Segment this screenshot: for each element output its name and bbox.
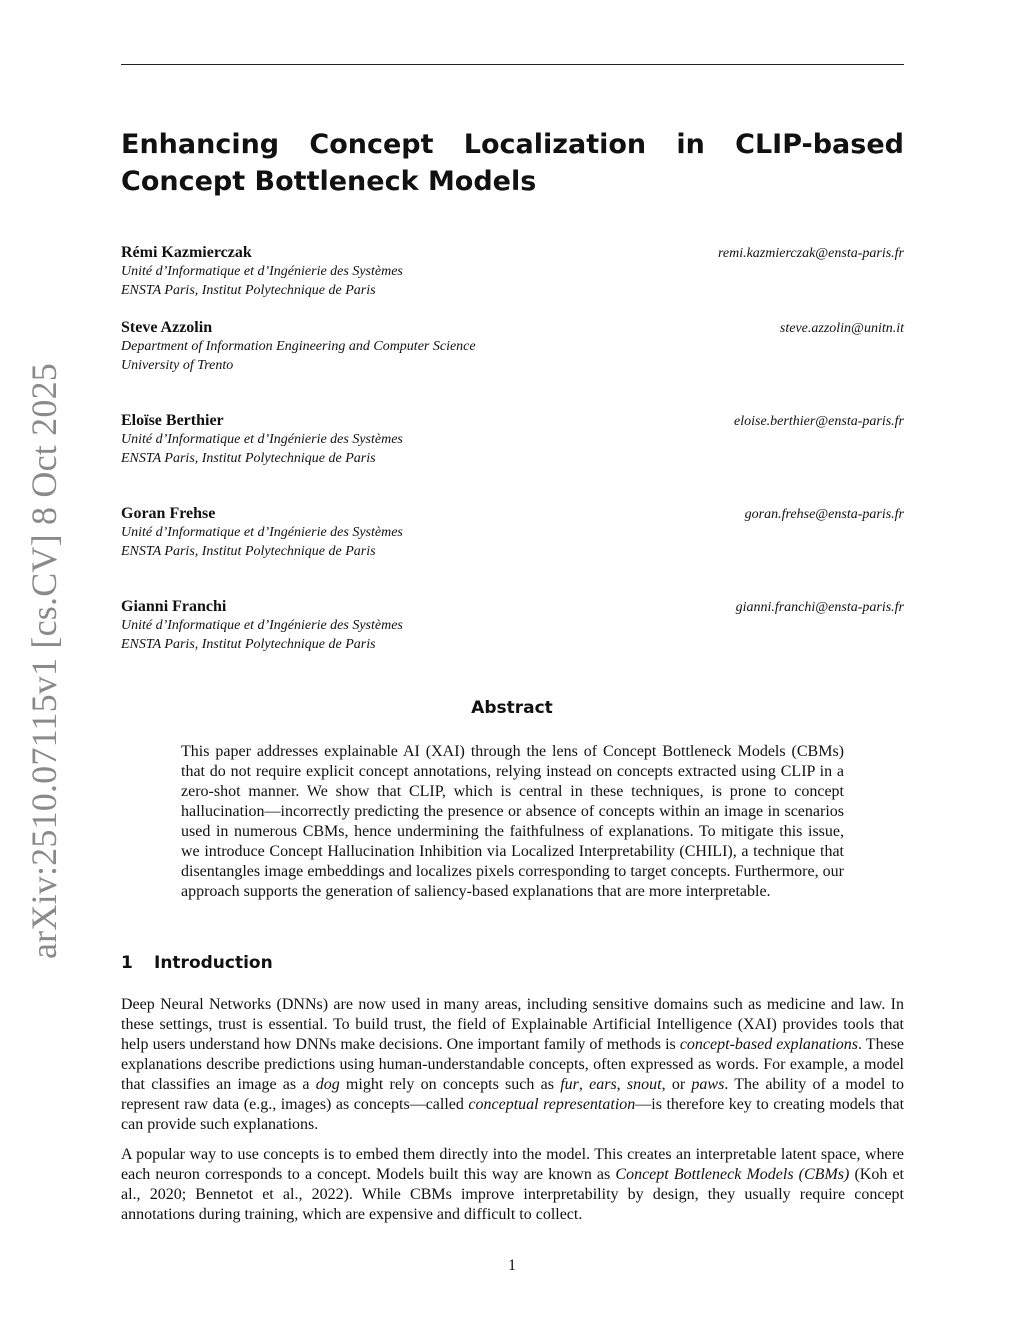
paragraph-text: , (616, 1076, 627, 1093)
paragraph-text: Deep Neural Networks (DNNs) are now used in many areas, including sensitive domains such as medicine and law. In these settings, trust is essential. To build trust, the field of Explainable Artificial Intelligence (XAI) provides tools that help users understand how DNNs make decisions. One important family of methods is (121, 996, 904, 1053)
author-email[interactable]: remi.kazmierczak@ensta-paris.fr (717, 246, 904, 261)
section-title: Introduction (154, 953, 273, 973)
author-affiliation: Unité d’Informatique et d’Ingénierie des Systèmes (121, 618, 403, 633)
emphasis-text: fur (560, 1076, 579, 1093)
author-block (121, 504, 904, 561)
section-number: 1 (121, 953, 133, 973)
author-affiliation: ENSTA Paris, Institut Polytechnique de Paris (121, 283, 376, 298)
emphasis-text: dog (315, 1076, 340, 1093)
author-name: Goran Frehse (121, 505, 216, 522)
author-name: Rémi Kazmierczak (121, 244, 252, 261)
arxiv-identifier[interactable]: arXiv:2510.07115v1 [cs.CV] 8 Oct 2025 (24, 363, 64, 959)
section-heading (121, 953, 273, 973)
author-affiliation: University of Trento (121, 358, 234, 373)
abstract-heading: Abstract (471, 698, 553, 718)
paper-title: Enhancing Concept Localization in CLIP-based Concept Bottleneck Models (121, 129, 904, 197)
paragraph-text: . These explanations describe predictions using human-understandable concepts, often expressed as words. For example, a model that classifies an image as a (121, 1036, 905, 1093)
author-affiliation: ENSTA Paris, Institut Polytechnique de Paris (121, 544, 376, 559)
abstract-text: This paper addresses explainable AI (XAI) through the lens of Concept Bottleneck Models (CBMs) that do not require explicit concept annotations, relying instead on concepts extracted using CLIP in a zero-shot manner. We show that CLIP, which is central in these techniques, is prone to concept hallucination—incorrectly predicting the presence or absence of concepts within an image in scenarios used in numerous CBMs, hence undermining the faithfulness of explanations. To mitigate this issue, we introduce Concept Hallucination Inhibition via Localized Interpretability (CHILI), a technique that disentangles image embeddings and localizes pixels corresponding to target concepts. Furthermore, our approach supports the generation of saliency-based explanations that are more interpretable. (181, 743, 844, 900)
author-block (121, 597, 904, 654)
paragraph-text: , (578, 1076, 590, 1093)
emphasis-text: Concept Bottleneck Models (CBMs) (615, 1166, 850, 1183)
emphasis-text: paws (691, 1076, 725, 1093)
author-affiliation: ENSTA Paris, Institut Polytechnique de Paris (121, 451, 376, 466)
author-name: Eloïse Berthier (121, 412, 224, 429)
author-block (121, 318, 904, 375)
author-email[interactable]: gianni.franchi@ensta-paris.fr (735, 600, 904, 615)
emphasis-text: snout (626, 1076, 662, 1093)
author-name: Gianni Franchi (121, 598, 227, 615)
paragraph-text: A popular way to use concepts is to embed them directly into the model. This creates an interpretable latent space, where each neuron corresponds to a concept. Models built this way are known as (121, 1146, 904, 1183)
author-block (121, 243, 904, 300)
author-email[interactable]: steve.azzolin@unitn.it (779, 321, 904, 336)
emphasis-text: ears (589, 1076, 617, 1093)
page-number: 1 (508, 1257, 516, 1274)
author-block (121, 411, 904, 468)
author-affiliation: Unité d’Informatique et d’Ingénierie des Systèmes (121, 264, 403, 279)
author-email[interactable]: eloise.berthier@ensta-paris.fr (734, 414, 904, 429)
author-affiliation: Unité d’Informatique et d’Ingénierie des Systèmes (121, 432, 403, 447)
author-affiliation: Unité d’Informatique et d’Ingénierie des Systèmes (121, 525, 403, 540)
emphasis-text: conceptual representation (468, 1096, 636, 1113)
paragraph-text: (Koh et al., 2020; Bennetot et al., 2022). While CBMs improve interpretability by design, they usually require concept annotations during training, which are expensive and difficult to collect. (121, 1166, 905, 1223)
emphasis-text: concept-based explanations (679, 1036, 859, 1053)
author-affiliation: Department of Information Engineering and Computer Science (121, 339, 476, 354)
author-affiliation: ENSTA Paris, Institut Polytechnique de Paris (121, 637, 376, 652)
header-rule (121, 64, 904, 65)
author-name: Steve Azzolin (121, 319, 213, 336)
paragraph-text: might rely on concepts such as (339, 1076, 561, 1093)
intro-paragraph (121, 995, 904, 1135)
paragraph-text: , or (661, 1076, 692, 1093)
author-email[interactable]: goran.frehse@ensta-paris.fr (744, 507, 904, 522)
paragraph-text: . The ability of a model to represent raw data (e.g., images) as concepts—called (121, 1076, 905, 1113)
intro-paragraph (121, 1145, 904, 1225)
paragraph-text: —is therefore key to creating models that can provide such explanations. (121, 1096, 905, 1133)
